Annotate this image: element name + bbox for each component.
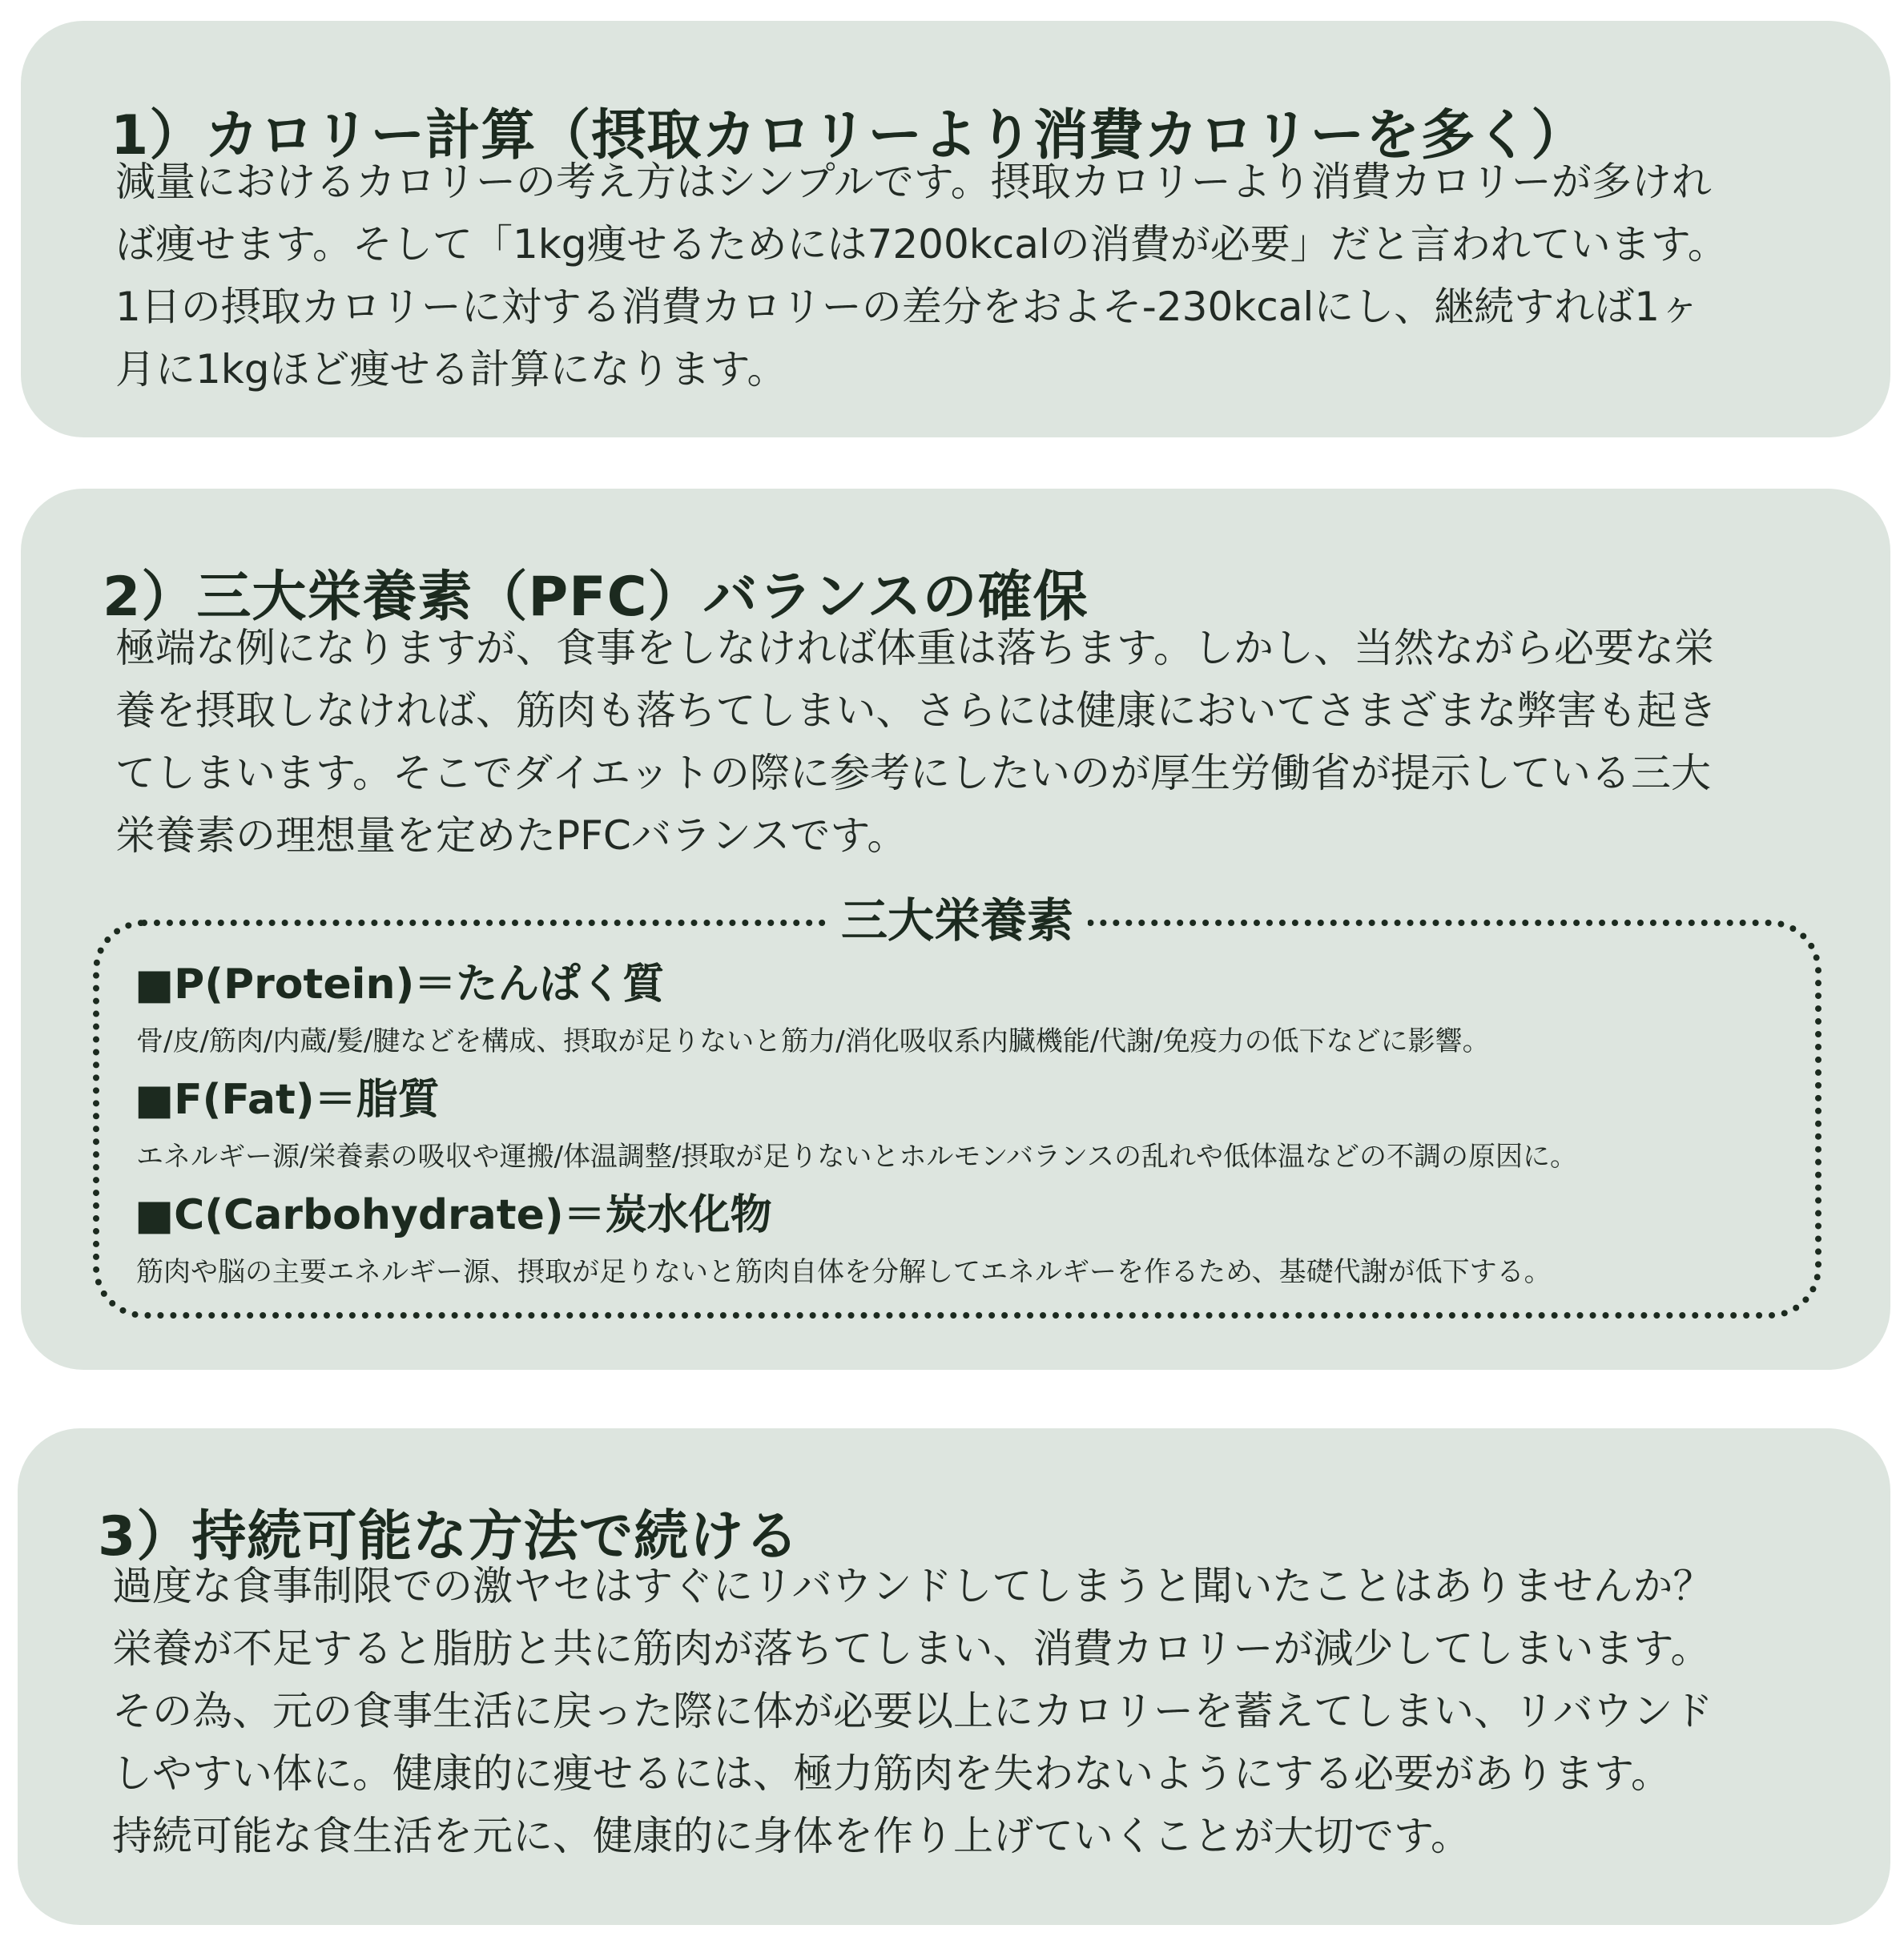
nutrient-box-title: 三大栄養素 <box>827 892 1088 948</box>
paragraph-line: 栄養素の理想量を定めたPFCバランスです。 <box>115 812 908 859</box>
nutrient-protein-heading: ■P(Protein)＝たんぱく質 <box>135 960 665 1009</box>
paragraph-line: 1日の摂取カロリーに対する消費カロリーの差分をおよそ-230kcalにし、継続すれば1ヶ <box>115 284 1701 330</box>
paragraph-line: 月に1kgほど痩せる計算になります。 <box>115 346 787 393</box>
paragraph-line: 持続可能な食生活を元に、健康的に身体を作り上げていくことが大切です。 <box>112 1813 1471 1859</box>
paragraph-line: その為、元の食事生活に戻った際に体が必要以上にカロリーを蓄えてしまい、リバウンド <box>112 1688 1713 1734</box>
section-heading: 3）持続可能な方法で続ける <box>98 1505 800 1569</box>
section-heading: 1）カロリー計算（摂取カロリーより消費カロリーを多く） <box>111 104 1587 168</box>
section-paragraph <box>115 151 1813 401</box>
nutrient-protein-description: 骨/皮/筋肉/内蔵/髪/腱などを構成、摂取が足りないと筋力/消化吸収系内臓機能/代謝/免疫力の低下などに影響。 <box>136 1025 1490 1057</box>
nutrient-carbohydrate-description: 筋肉や脳の主要エネルギー源、摂取が足りないと筋肉自体を分解してエネルギーを作るため、基礎代謝が低下する。 <box>136 1256 1552 1288</box>
paragraph-line: 過度な食事制限での激ヤセはすぐにリバウンドしてしまうと聞いたことはありませんか？ <box>112 1563 1713 1609</box>
section-sustainable-method <box>18 1428 1890 1925</box>
section-calorie-calculation <box>21 21 1890 437</box>
nutrient-fat-heading: ■F(Fat)＝脂質 <box>135 1076 440 1124</box>
section-pfc-balance <box>21 489 1890 1370</box>
nutrient-carbohydrate-heading: ■C(Carbohydrate)＝炭水化物 <box>135 1191 772 1239</box>
paragraph-line: 養を摂取しなければ、筋肉も落ちてしまい、さらには健康においてさまざまな弊害も起き <box>115 687 1717 734</box>
paragraph-line: てしまいます。そこでダイエットの際に参考にしたいのが厚生労働省が提示している三大 <box>115 750 1711 796</box>
paragraph-line: 極端な例になりますが、食事をしなければ体重は落ちます。しかし、当然ながら必要な栄 <box>115 625 1714 671</box>
paragraph-line: 栄養が不足すると脂肪と共に筋肉が落ちてしまい、消費カロリーが減少してしまいます。 <box>112 1625 1711 1672</box>
nutrient-fat-description: エネルギー源/栄養素の吸収や運搬/体温調整/摂取が足りないとホルモンバランスの乱れや低体温などの不調の原因に。 <box>136 1141 1577 1173</box>
paragraph-line: ば痩せます。そして「1kg痩せるためには7200kcalの消費が必要」だと言われています。 <box>115 221 1728 268</box>
paragraph-line: しやすい体に。健康的に痩せるには、極力筋肉を失わないようにする必要があります。 <box>112 1750 1671 1797</box>
section-heading: 2）三大栄養素（PFC）バランスの確保 <box>103 566 1089 630</box>
section-paragraph <box>112 1555 1810 1867</box>
nutrient-box <box>93 893 1821 1319</box>
paragraph-line: 減量におけるカロリーの考え方はシンプルです。摂取カロリーより消費カロリーが多けれ <box>115 159 1712 205</box>
section-paragraph <box>115 617 1813 867</box>
